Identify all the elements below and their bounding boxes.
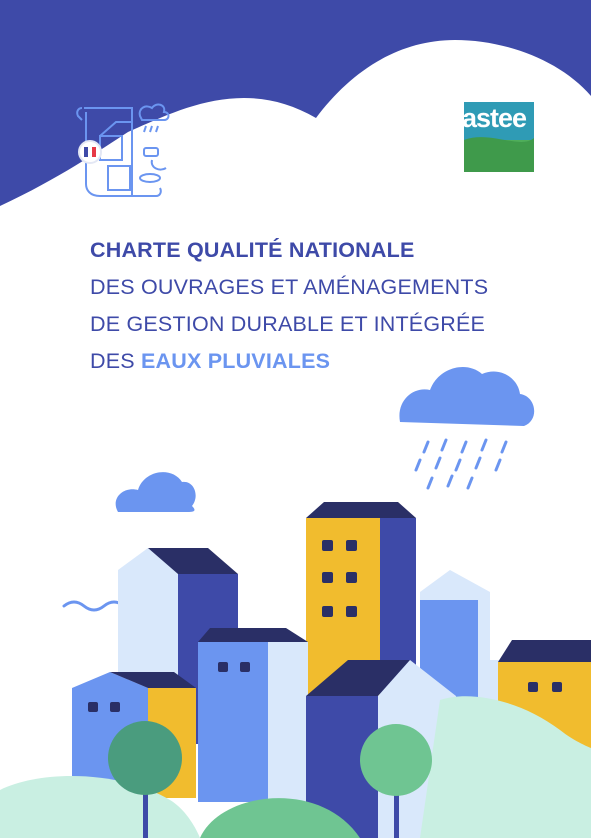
title-block [90,232,560,380]
rain-cloud-icon [399,367,534,488]
title-line-2: DES OUVRAGES ET AMÉNAGEMENTS [90,275,489,299]
title-line-3: DE GESTION DURABLE ET INTÉGRÉE [90,312,486,336]
title-line-1: CHARTE QUALITÉ NATIONALE [90,238,415,262]
title-line-4 [90,343,560,380]
logo-name: astee [462,103,527,133]
title-accent: EAUX PLUVIALES [140,349,331,373]
cloud-icon [116,472,196,512]
astee-logo-text [462,103,536,173]
title-line-4-prefix: DES [90,349,141,373]
